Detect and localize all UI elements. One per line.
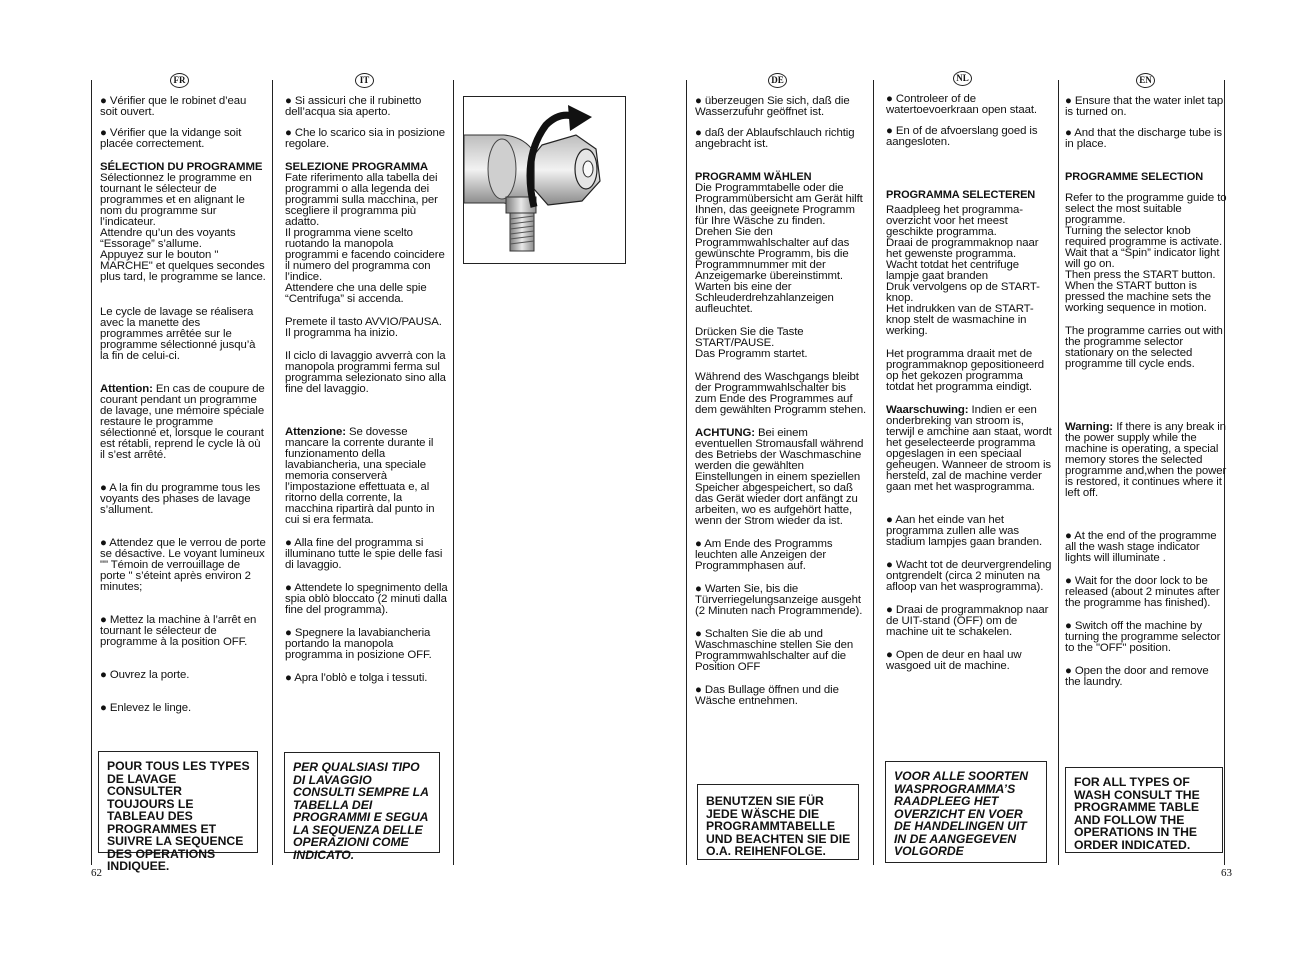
de-paragraph: ● Das Bullage öffnen und die Wäsche entnehmen. (695, 684, 839, 707)
it-paragraph: Il programma ha inizio. (285, 327, 398, 339)
column-it (285, 96, 449, 694)
en-paragraph: ● At the end of the programme all the wash stage indicator lights will illuminate . (1065, 530, 1217, 564)
nl-paragraph: Druk vervolgens op de START-knop. (886, 281, 1040, 304)
column-divider (91, 80, 92, 865)
nl-paragraph: ● Draai de programmaknop naar de UIT-stand (OFF) om de machine uit te schakelen. (886, 604, 1049, 638)
language-badge-de: DE (768, 73, 787, 88)
it-paragraph: ● Attendete lo spegnimento della spia oblò bloccato (2 minuti dalla fine del programma). (285, 582, 448, 616)
en-paragraph: ● Ensure that the water inlet tap is turned on. (1065, 95, 1224, 118)
fr-paragraph: Sélectionnez le programme en tournant le sélecteur de programmes et en alignant le nom du programme sur l’indicateur. (100, 172, 252, 228)
en-warning (1065, 422, 1227, 499)
nl-paragraph: ● Open de deur en haal uw wasgoed uit de machine. (886, 649, 1022, 672)
column-de (695, 96, 867, 717)
it-paragraph: Premete il tasto AVVIO/PAUSA. (285, 316, 442, 328)
page-number-left: 62 (91, 867, 102, 879)
language-badge-it: IT (355, 73, 374, 88)
nl-paragraph: Raadpleeg het programma-overzicht voor het meest geschikte programma. (886, 204, 1023, 238)
page-number-right: 63 (1221, 867, 1232, 879)
de-warning (695, 428, 867, 527)
en-paragraph: Refer to the programme guide to select the most suitable programme. (1065, 192, 1227, 226)
language-badge-en: EN (1136, 73, 1155, 88)
fr-paragraph: ● Attendez que le verrou de porte se désactive. Le voyant lumineux "" Témoin de verrouillage de porte " s’éteint après environ 2 minutes; (100, 537, 266, 593)
nl-warning-text: Indien er een onderbreking van stroom is, terwijl e amchine aan staat, wordt het geselecteerde programma opgeslagen in een speciaal geheugen. Wanneer de stroom is hersteld, zal de machine verder gaan met het wasprogramma. (886, 404, 1052, 493)
nl-paragraph: ● Controleer of de watertoevoerkraan open staat. (886, 93, 1037, 116)
de-paragraph: ● Schalten Sie die ab und Waschmaschine stellen Sie den Programmwahlschalter auf die Position OFF (695, 628, 854, 673)
fr-paragraph: ● Vérifier que la vidange soit placée correctement. (100, 127, 242, 150)
it-notice-box: PER QUALSIASI TIPO DI LAVAGGIO CONSULTI SEMPRE LA TABELLA DEI PROGRAMMI E SEGUA LA SEQUENZA DELLE OPERAZIONI COME INDICATO. (284, 752, 440, 853)
de-paragraph: Warten bis eine der Schleuderdrehzahlanzeigen aufleuchtet. (695, 281, 834, 315)
nl-paragraph: Het programma draait met de programmaknop gepositioneerd op het gekozen programma totdat het programma eindigt. (886, 348, 1045, 393)
fr-paragraph: Le cycle de lavage se réalisera avec la manette des programmes arrêtée sur le programme sélectionné jusqu’à la fin de celui-ci. (100, 306, 256, 362)
it-warning-text: Se dovesse mancare la corrente durante il funzionamento della lavabiancheria, una speciale memoria conserverà l’impostazione effettuata e, al ritorno della corrente, la macchina ripartirà dal punto in cui si era fermata. (285, 426, 435, 526)
de-warning-label: ACHTUNG: (695, 427, 755, 439)
nl-warning-label: Waarschuwing: (886, 404, 969, 416)
it-paragraph: Attendere che una delle spie “Centrifuga” si accenda. (285, 282, 427, 305)
en-warning-label: Warning: (1065, 421, 1114, 433)
nl-paragraph: Wacht totdat het centrifuge lampje gaat branden (886, 259, 1020, 282)
column-nl (886, 93, 1052, 682)
de-paragraph: ● Warten Sie, bis die Türverriegelungsanzeige ausgeht (2 Minuten nach Programmende). (695, 583, 863, 617)
fr-heading: SÉLECTION DU PROGRAMME (100, 161, 263, 173)
en-paragraph: ● And that the discharge tube is in place. (1065, 127, 1222, 150)
column-en (1065, 96, 1227, 698)
water-tap-icon (464, 97, 625, 263)
it-heading: SELEZIONE PROGRAMMA (285, 161, 429, 173)
fr-paragraph: ● Enlevez le linge. (100, 702, 192, 714)
it-paragraph: ● Che lo scarico sia in posizione regolare. (285, 127, 445, 150)
it-paragraph: Il programma viene scelto ruotando la manopola programmi e facendo coincidere il numero del programma con l’indice. (285, 227, 445, 283)
fr-warning (100, 384, 266, 461)
it-paragraph: Il ciclo di lavaggio avverrà con la manopola programmi ferma sul programma selezionato sino alla fine del lavaggio. (285, 350, 446, 395)
de-paragraph: Das Programm startet. (695, 348, 808, 360)
it-paragraph: ● Alla fine del programma si illuminano tutte le spie delle fasi di lavaggio. (285, 537, 443, 571)
nl-notice-box: VOOR ALLE SOORTEN WASPROGRAMMA’S RAADPLEEG HET OVERZICHT EN VOER DE HANDELINGEN UIT IN DE AANGEGEVEN VOLGORDE (885, 761, 1047, 863)
de-paragraph: ● daß der Ablaufschlauch richtig angebracht ist. (695, 127, 855, 150)
en-warning-text: If there is any break in the power supply while the machine is operating, a special memory stores the selected programme and,when the power is restored, it continues where it left off. (1065, 421, 1227, 499)
column-divider (686, 80, 687, 865)
it-paragraph: Fate riferimento alla tabella dei programmi o alla legenda dei programmi sulla macchina, per scegliere il programma più adatto. (285, 172, 438, 228)
en-paragraph: Wait that a “Spin” indicator light will go on. (1065, 247, 1220, 270)
fr-warning-text: En cas de coupure de courant pendant un programme de lavage, une mémoire spéciale restaure le programme sélectionné et, lorsque le courant est rétabli, reprend le cycle là où il s’est arrêté. (100, 383, 265, 461)
column-divider (1058, 80, 1059, 865)
de-paragraph: ● überzeugen Sie sich, daß die Wasserzufuhr geöffnet ist. (695, 95, 850, 118)
de-warning-text: Bei einem eventuellen Stromausfall während des Betriebs der Waschmaschine werden die gewählten Einstellungen in einem speziellen Speicher abgespeichert, so daß das Gerät wieder dort anfängt zu arbeiten, wo es aufgehört hatte, wenn der Strom wieder da ist. (695, 427, 864, 527)
fr-notice-box: POUR TOUS LES TYPES DE LAVAGE CONSULTER TOUJOURS LE TABLEAU DES PROGRAMMES ET SUIVRE LA SEQUENCE DES OPERATIONS INDIQUEE. (98, 751, 258, 853)
it-paragraph: ● Spegnere la lavabiancheria portando la manopola programma in posizione OFF. (285, 627, 432, 661)
fr-paragraph: ● A la fin du programme tous les voyants des phases de lavage s’allument. (100, 482, 261, 516)
it-paragraph: ● Si assicuri che il rubinetto dell’acqua sia aperto. (285, 95, 422, 118)
en-paragraph: Turning the selector knob required programme is activate. (1065, 225, 1223, 248)
language-badge-fr: FR (170, 73, 189, 88)
language-badge-nl: NL (953, 71, 972, 86)
nl-heading: PROGRAMMA SELECTEREN (886, 189, 1036, 201)
column-divider (272, 80, 273, 865)
water-tap-illustration (463, 96, 626, 264)
column-fr (100, 96, 266, 724)
column-divider (453, 80, 454, 865)
en-heading: PROGRAMME SELECTION (1065, 171, 1204, 183)
de-paragraph: Während des Waschgangs bleibt der Programmwahlschalter bis zum Ende des Programmes auf dem gewählten Programm stehen. (695, 371, 867, 416)
it-paragraph: ● Apra l’oblò e tolga i tessuti. (285, 672, 428, 684)
fr-paragraph: ● Ouvrez la porte. (100, 669, 190, 681)
it-warning-label: Attenzione: (285, 426, 346, 438)
fr-paragraph: ● Vérifier que le robinet d’eau soit ouvert. (100, 95, 247, 118)
en-paragraph: Then press the START button. When the START button is pressed the machine sets the working sequence in motion. (1065, 269, 1216, 314)
it-warning (285, 427, 449, 526)
fr-paragraph: Appuyez sur le bouton " MARCHE" et quelques secondes plus tard, le programme se lance. (100, 249, 266, 283)
de-notice-box: BENUTZEN SIE FÜR JEDE WÄSCHE DIE PROGRAMMTABELLE UND BEACHTEN SIE DIE O.A. REIHENFOLGE. (697, 784, 859, 860)
de-paragraph: Drehen Sie den Programmwahlschalter auf das gewünschte Programm, bis die Programmnummer mit der Anzeigemarke übereinstimmt. (695, 226, 850, 282)
en-paragraph: The programme carries out with the programme selector stationary on the selected programme till cycle ends. (1065, 325, 1223, 370)
nl-paragraph: Het indrukken van de START-knop stelt de wasmachine in werking. (886, 303, 1034, 337)
nl-paragraph: ● Wacht tot de deurvergrendeling ontgrendelt (circa 2 minuten na afloop van het wasprogramma). (886, 559, 1052, 593)
nl-warning (886, 405, 1052, 493)
en-notice-box: FOR ALL TYPES OF WASH CONSULT THE PROGRAMME TABLE AND FOLLOW THE OPERATIONS IN THE ORDER INDICATED. (1065, 767, 1223, 853)
nl-paragraph: Draai de programmaknop naar het gewenste programma. (886, 237, 1039, 260)
de-paragraph: Die Programmtabelle oder die Programmübersicht am Gerät hilft Ihnen, das geeignete Programm für Ihre Wäsche zu finden. (695, 182, 863, 227)
de-paragraph: Drücken Sie die Taste START/PAUSE. (695, 326, 804, 349)
fr-paragraph: ● Mettez la machine à l’arrêt en tournant le sélecteur de programme à la position OFF. (100, 614, 257, 648)
fr-paragraph: Attendre qu’un des voyants “Essorage” s’allume. (100, 227, 236, 250)
nl-paragraph: ● En of de afvoerslang goed is aangesloten. (886, 125, 1038, 148)
de-paragraph: ● Am Ende des Programms leuchten alle Anzeigen der Programmphasen auf. (695, 538, 833, 572)
en-paragraph: ● Open the door and remove the laundry. (1065, 665, 1209, 688)
nl-paragraph: ● Aan het einde van het programma zullen alle was stadium lampjes gaan branden. (886, 514, 1043, 548)
fr-warning-label: Attention: (100, 383, 153, 395)
column-divider (873, 80, 874, 865)
de-heading: PROGRAMM WÄHLEN (695, 171, 812, 183)
en-paragraph: ● Switch off the machine by turning the programme selector to the "OFF" position. (1065, 620, 1221, 654)
en-paragraph: ● Wait for the door lock to be released (about 2 minutes after the programme has finished). (1065, 575, 1220, 609)
